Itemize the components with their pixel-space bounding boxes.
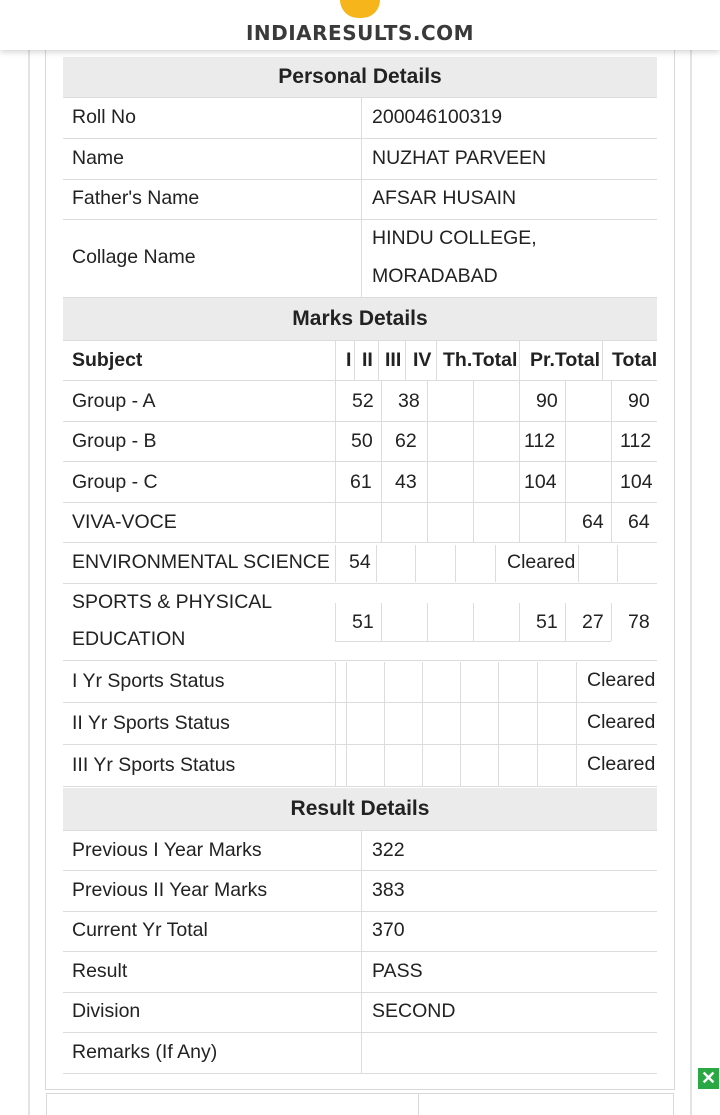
mark-i: 52 [352, 390, 374, 412]
sports-status-label: II Yr Sports Status [72, 712, 230, 734]
divider [63, 660, 657, 661]
mark-i: 61 [350, 471, 372, 493]
sports-status-value: Cleared [587, 753, 656, 775]
mark-i: 50 [351, 430, 373, 452]
result-label: Previous I Year Marks [72, 839, 262, 861]
divider [611, 603, 612, 641]
mark-i: 51 [352, 611, 374, 633]
divider [498, 662, 499, 786]
pr-total: 27 [582, 611, 604, 633]
college-name-line2: MORADABAD [372, 265, 498, 287]
subject-name-line1: SPORTS & PHYSICAL [72, 591, 273, 613]
total: 78 [628, 611, 650, 633]
divider [578, 545, 579, 582]
divider [63, 744, 657, 745]
divider [63, 702, 657, 703]
divider [335, 380, 336, 542]
divider [63, 542, 657, 543]
divider [455, 545, 456, 582]
divider [519, 340, 520, 380]
divider [405, 340, 406, 380]
page-border-right [690, 50, 692, 1115]
pr-total: 64 [582, 511, 604, 533]
subject-name: Group - A [72, 390, 156, 412]
site-logo[interactable]: INDIARESULTS.COM [245, 21, 475, 45]
divider [63, 870, 657, 871]
total: 112 [620, 430, 652, 452]
subject-name: ENVIRONMENTAL SCIENCE [72, 551, 330, 573]
divider [384, 662, 385, 786]
subject-name: Group - C [72, 471, 158, 493]
father-name-label: Father's Name [72, 187, 200, 209]
result-label: Division [72, 1000, 141, 1022]
divider [63, 786, 657, 787]
col-i: I [346, 349, 352, 371]
result-label: Result [72, 960, 128, 982]
col-th-total: Th.Total [443, 349, 518, 371]
sports-status-value: Cleared [587, 669, 656, 691]
sports-status-label: III Yr Sports Status [72, 754, 236, 776]
divider [381, 603, 382, 641]
divider [63, 502, 657, 503]
divider [495, 545, 496, 582]
divider [422, 662, 423, 786]
divider [335, 641, 611, 642]
divider [346, 662, 347, 786]
divider [63, 219, 657, 220]
result-label: Previous II Year Marks [72, 879, 268, 901]
roll-no-value: 200046100319 [372, 106, 503, 128]
divider [376, 545, 377, 582]
result-value: 370 [372, 919, 405, 941]
divider [519, 603, 520, 641]
th-total: 51 [536, 611, 558, 633]
mark-ii: 38 [398, 390, 420, 412]
roll-no-label: Roll No [72, 106, 136, 128]
college-name-line1: HINDU COLLEGE, [372, 227, 537, 249]
subject-name-line2: EDUCATION [72, 628, 186, 650]
subject-name: VIVA-VOCE [72, 511, 177, 533]
divider [63, 830, 657, 831]
page-border-left [28, 50, 30, 1115]
total: 104 [620, 471, 653, 493]
divider [415, 545, 416, 582]
total: 64 [628, 511, 650, 533]
result-value: 383 [372, 879, 405, 901]
result-value: 322 [372, 839, 405, 861]
divider [63, 461, 657, 462]
bottom-panel-left [46, 1093, 419, 1115]
divider [519, 380, 520, 542]
divider [565, 380, 566, 542]
divider [381, 380, 382, 542]
divider [565, 603, 566, 641]
col-subject: Subject [72, 349, 143, 371]
divider [427, 603, 428, 641]
mark-ii: 43 [395, 471, 417, 493]
result-value: PASS [372, 960, 423, 982]
divider [361, 830, 362, 1073]
bottom-panel-right [418, 1093, 674, 1115]
divider [63, 1032, 657, 1033]
name-label: Name [72, 147, 125, 169]
divider [436, 340, 437, 380]
col-total: Total [612, 349, 658, 371]
col-pr-total: Pr.Total [530, 349, 601, 371]
divider [378, 340, 379, 380]
divider [63, 992, 657, 993]
name-value: NUZHAT PARVEEN [372, 147, 547, 169]
divider [63, 380, 657, 381]
college-name-label: Collage Name [72, 246, 196, 268]
divider [63, 340, 657, 341]
divider [63, 1073, 657, 1074]
site-header [0, 0, 720, 50]
divider [460, 662, 461, 786]
divider [473, 603, 474, 641]
personal-details-heading: Personal Details [63, 57, 657, 97]
divider [335, 545, 336, 582]
divider [335, 603, 336, 641]
divider [576, 662, 577, 786]
father-name-value: AFSAR HUSAIN [372, 187, 517, 209]
divider [63, 421, 657, 422]
sports-status-label: I Yr Sports Status [72, 670, 225, 692]
divider [473, 380, 474, 542]
divider [361, 97, 362, 297]
mark-i: 54 [349, 551, 371, 573]
divider [335, 340, 336, 380]
sports-status-value: Cleared [587, 711, 656, 733]
th-total: 104 [524, 471, 557, 493]
divider [611, 380, 612, 542]
result-label: Current Yr Total [72, 919, 208, 941]
divider [335, 662, 336, 786]
divider [537, 662, 538, 786]
divider [354, 340, 355, 380]
logo-icon [340, 0, 380, 18]
divider [63, 583, 657, 584]
result-label: Remarks (If Any) [72, 1041, 218, 1063]
col-iii: III [385, 349, 402, 371]
divider [602, 340, 603, 380]
close-ad-icon[interactable]: ✕ [698, 1068, 719, 1089]
mark-ii: 62 [395, 430, 417, 452]
th-total: 112 [524, 430, 556, 452]
col-ii: II [362, 349, 373, 371]
total: 90 [628, 390, 650, 412]
divider [63, 951, 657, 952]
divider [617, 545, 618, 582]
th-total: 90 [536, 390, 558, 412]
divider [63, 97, 657, 98]
col-iv: IV [413, 349, 432, 371]
divider [427, 380, 428, 542]
result-details-heading: Result Details [63, 788, 657, 830]
subject-name: Group - B [72, 430, 157, 452]
divider [63, 138, 657, 139]
divider [63, 179, 657, 180]
divider [63, 911, 657, 912]
status-cleared: Cleared [507, 551, 576, 573]
marks-details-heading: Marks Details [63, 298, 657, 340]
result-value: SECOND [372, 1000, 456, 1022]
